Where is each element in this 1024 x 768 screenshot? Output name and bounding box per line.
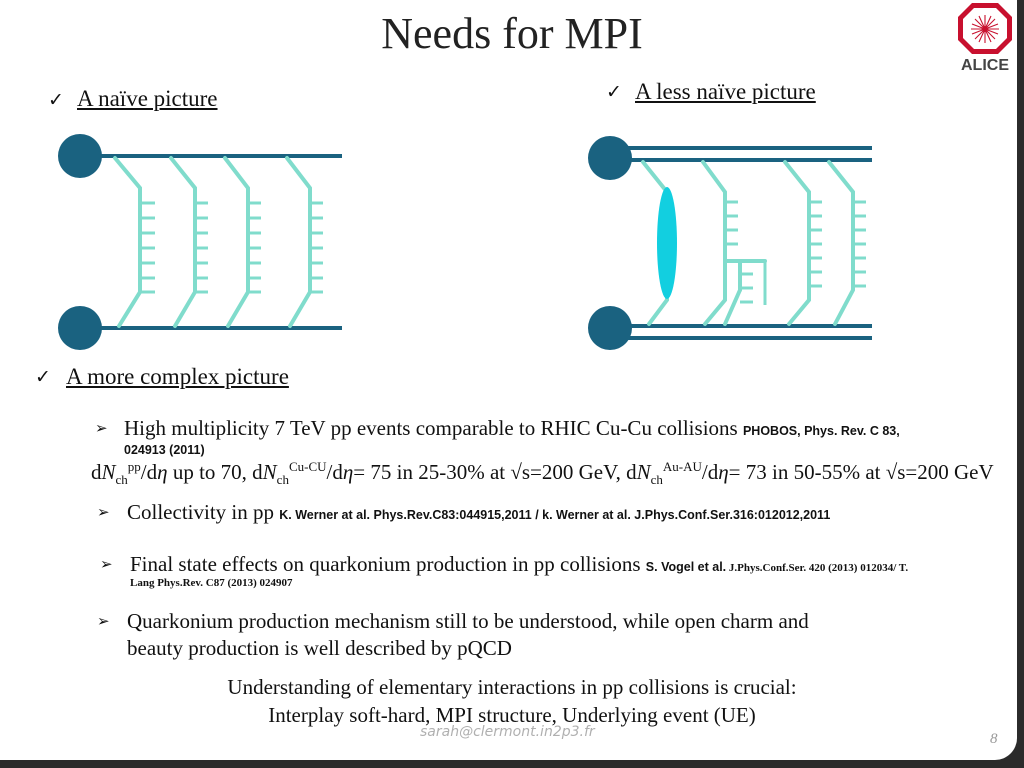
bullet-collectivity: Collectivity in pp K. Werner at al. Phys.Rev.C83:044915,2011 / k. Werner at al. J.Phys.Conf.Ser.316:012012,2011	[127, 500, 831, 524]
arrow-bullet-icon: ➢	[95, 419, 108, 437]
heading-naive: A naïve picture	[77, 86, 218, 111]
bullet-multiplicity: High multiplicity 7 TeV pp events comparable to RHIC Cu-Cu collisions PHOBOS, Phys. Rev. C 83,	[124, 416, 900, 440]
arrow-bullet-icon: ➢	[97, 612, 110, 630]
naive-mpi-diagram	[55, 130, 350, 360]
bullet-quarkonium-final-state: Final state effects on quarkonium production in pp collisions S. Vogel et al. J.Phys.Conf.Ser. 420 (2013) 012034/ T.	[130, 552, 909, 576]
conclusion-line1: Understanding of elementary interactions in pp collisions is crucial:	[227, 675, 797, 699]
bullet-quarkonium-ref: Lang Phys.Rev. C87 (2013) 024907	[130, 577, 293, 589]
less-naive-mpi-diagram	[585, 130, 880, 360]
conclusion-line2: Interplay soft-hard, MPI structure, Underlying event (UE)	[268, 703, 756, 727]
bullet-quarkonium-mechanism-line2: beauty production is well described by pQCD	[127, 636, 512, 660]
arrow-bullet-icon: ➢	[100, 555, 113, 573]
alice-logo	[952, 0, 1017, 76]
bullet-quarkonium-mechanism-line1: Quarkonium production mechanism still to be understood, while open charm and	[127, 609, 809, 633]
footer-email: sarah@clermont.in2p3.fr	[420, 724, 595, 740]
heading-complex: A more complex picture	[66, 364, 289, 389]
check-icon: ✓	[606, 81, 622, 103]
arrow-bullet-icon: ➢	[97, 503, 110, 521]
slide-title: Needs for MPI	[381, 9, 643, 58]
alice-logo-text: ALICE	[961, 57, 1009, 74]
page-number: 8	[990, 731, 998, 747]
heading-less-naive: A less naïve picture	[635, 79, 816, 104]
check-icon: ✓	[48, 89, 64, 111]
check-icon: ✓	[35, 366, 51, 388]
bullet-multiplicity-ref: 024913 (2011)	[124, 443, 205, 457]
multiplicity-formula: $dN_{ch}^{pp}/d\eta$ up to 70, $dN_{ch}^{Cu-CU}/d\eta= 75$ in 25-30% at √s=200 GeV, $dN_{ch}^{Au-AU}/d\eta= 73$ in 50-55% at √s=200 GeV	[91, 459, 994, 488]
